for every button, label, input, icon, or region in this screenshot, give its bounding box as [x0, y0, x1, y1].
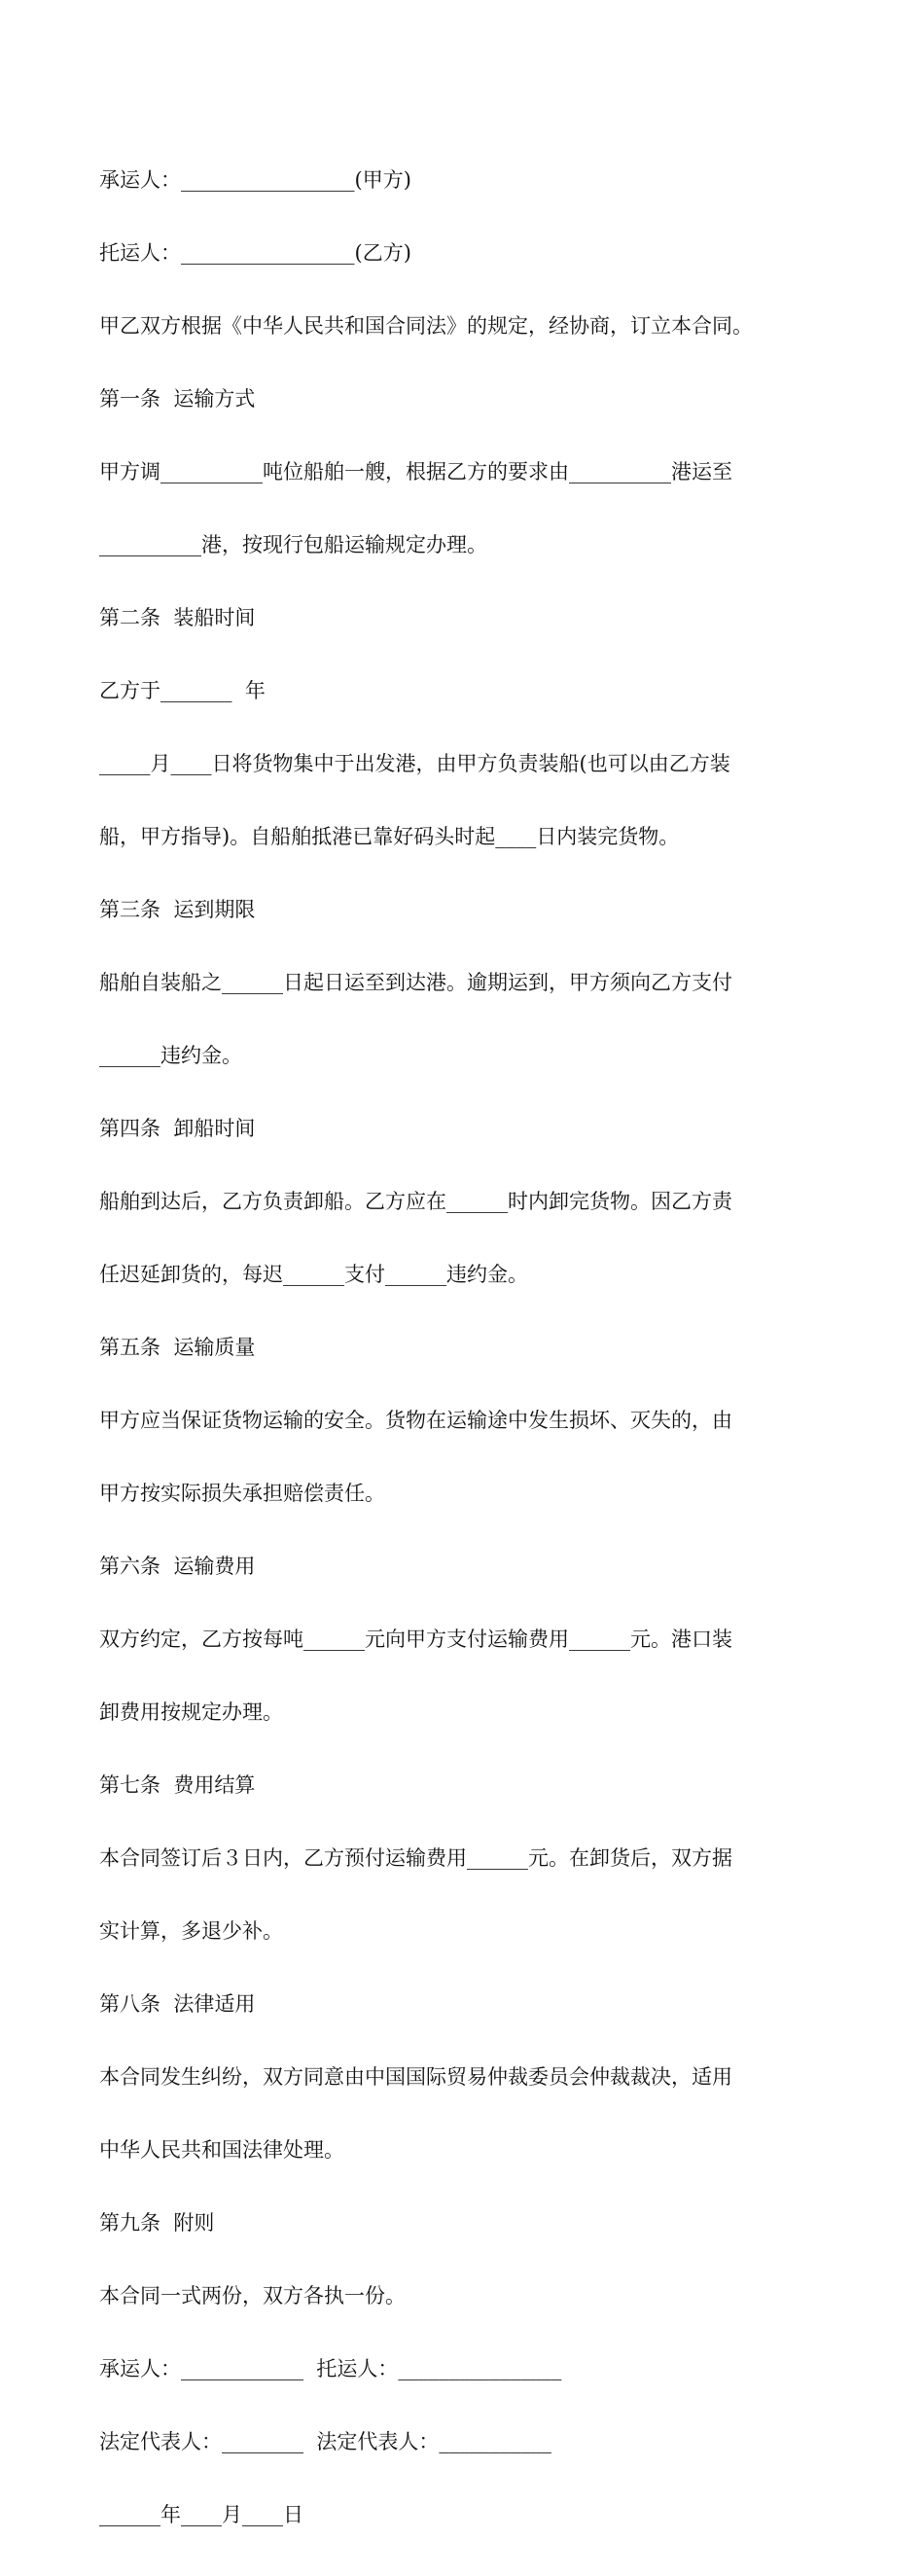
article-1-text-2: __________港，按现行包船运输规定办理。: [99, 533, 487, 556]
article-2-text-3: 船，甲方指导)。自船舶抵港已靠好码头时起____日内装完货物。: [99, 825, 680, 848]
article-9-heading: 第九条 附则: [99, 2211, 215, 2235]
article-8-heading: 第八条 法律适用: [99, 1992, 256, 2016]
article-7-text-2: 实计算，多退少补。: [99, 1919, 283, 1943]
signature-parties-line: 承运人：____________ 托运人：________________: [99, 2357, 562, 2380]
article-8-text-1: 本合同发生纠纷，双方同意由中国国际贸易仲裁委员会仲裁裁决，适用: [99, 2065, 732, 2089]
article-3-text-1: 船舶自装船之______日起日运至到达港。逾期运到，甲方须向乙方支付: [99, 971, 732, 994]
article-3-heading: 第三条 运到期限: [99, 898, 256, 921]
article-6-text-2: 卸费用按规定办理。: [99, 1700, 283, 1724]
article-5-heading: 第五条 运输质量: [99, 1336, 256, 1359]
article-2-heading: 第二条 装船时间: [99, 606, 256, 629]
article-4-text-1: 船舶到达后，乙方负责卸船。乙方应在______时内卸完货物。因乙方责: [99, 1190, 732, 1213]
article-3-text-2: ______违约金。: [99, 1044, 242, 1067]
article-4-heading: 第四条 卸船时间: [99, 1117, 256, 1140]
article-6-text-1: 双方约定，乙方按每吨______元向甲方支付运输费用______元。港口装: [99, 1628, 732, 1651]
article-1-text-1: 甲方调__________吨位船舶一艘，根据乙方的要求由__________港运至: [99, 460, 732, 483]
signature-date-line: ______年____月____日: [99, 2503, 303, 2526]
article-4-text-2: 任迟延卸货的，每迟______支付______违约金。: [99, 1263, 528, 1286]
carrier-line: 承运人：_________________(甲方): [99, 168, 411, 192]
article-1-heading: 第一条 运输方式: [99, 387, 256, 411]
article-7-heading: 第七条 费用结算: [99, 1773, 256, 1797]
article-9-text-1: 本合同一式两份，双方各执一份。: [99, 2284, 406, 2308]
article-7-text-1: 本合同签订后３日内，乙方预付运输费用______元。在卸货后，双方据: [99, 1846, 732, 1870]
article-2-text-1: 乙方于_______ 年: [99, 679, 266, 702]
article-6-heading: 第六条 运输费用: [99, 1555, 256, 1578]
contract-body: [99, 120, 831, 2576]
article-2-text-2: _____月____日将货物集中于出发港，由甲方负责装船(也可以由乙方装: [99, 752, 730, 775]
preamble-line: 甲乙双方根据《中华人民共和国合同法》的规定，经协商，订立本合同。: [99, 314, 753, 338]
article-8-text-2: 中华人民共和国法律处理。: [99, 2138, 344, 2162]
shipper-line: 托运人：_________________(乙方): [99, 241, 411, 265]
signature-representatives-line: 法定代表人：________ 法定代表人：___________: [99, 2430, 551, 2453]
article-5-text-2: 甲方按实际损失承担赔偿责任。: [99, 1482, 385, 1505]
article-5-text-1: 甲方应当保证货物运输的安全。货物在运输途中发生损坏、灭失的，由: [99, 1409, 732, 1432]
